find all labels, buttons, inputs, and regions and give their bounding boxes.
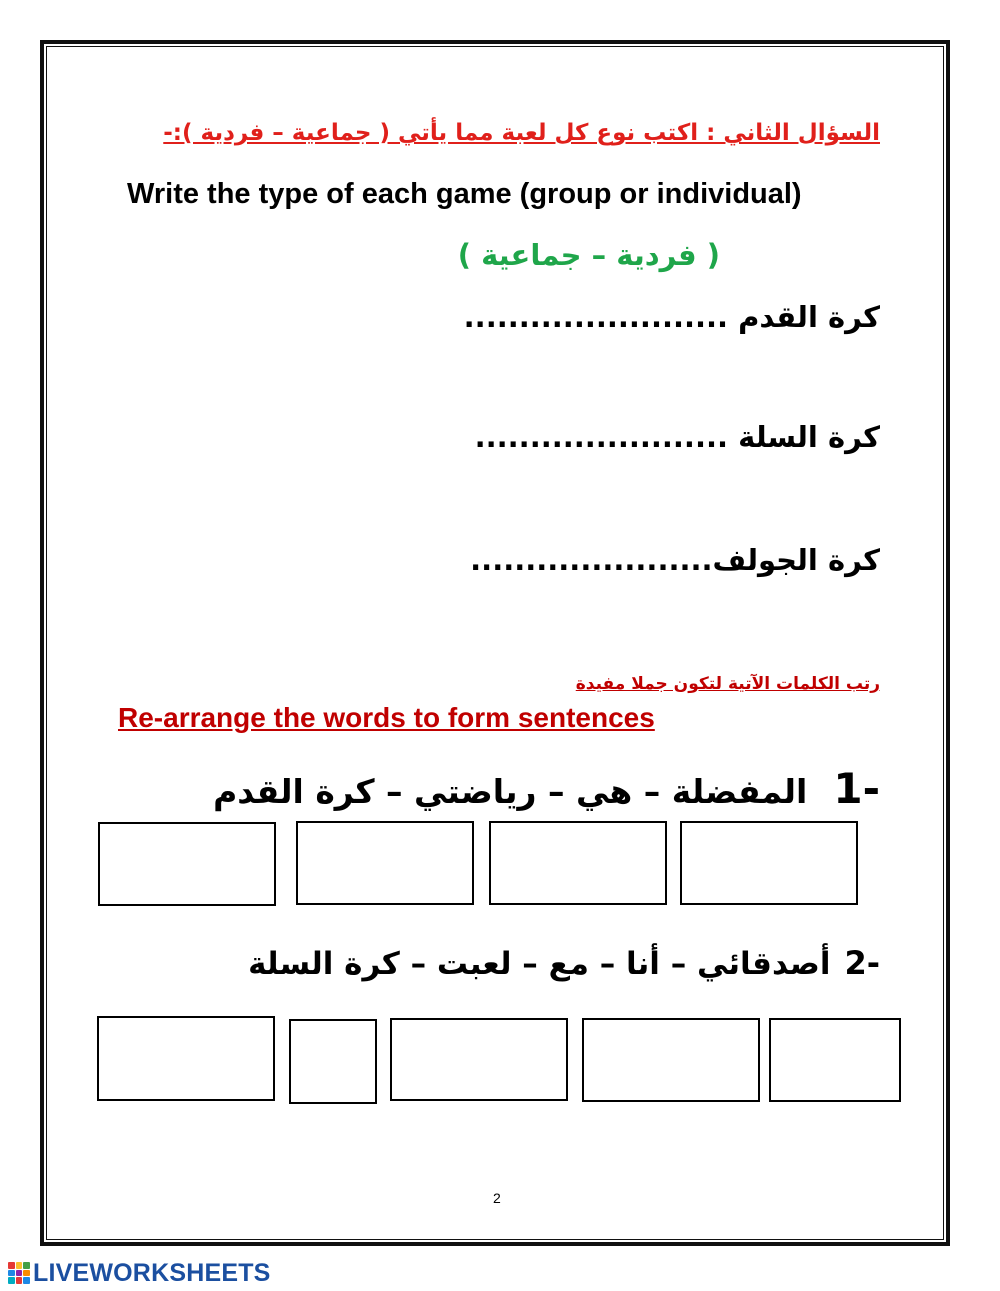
answer-box[interactable] bbox=[582, 1018, 760, 1102]
question2-title-ar: السؤال الثاني : اكتب نوع كل لعبة مما يأتي ( جماعية – فردية ):- bbox=[163, 120, 880, 146]
game-label: كرة القدم bbox=[738, 300, 880, 334]
answer-box[interactable] bbox=[97, 1016, 275, 1101]
answer-blank[interactable]: ........................ bbox=[463, 300, 729, 334]
answer-box[interactable] bbox=[296, 821, 474, 905]
game-label: كرة الجولف bbox=[712, 543, 880, 577]
sentence-words: أصدقائي – أنا – مع – لعبت – كرة السلة bbox=[248, 946, 831, 982]
sentence-number: -2 bbox=[844, 944, 880, 982]
answer-blank[interactable]: ...................... bbox=[470, 543, 713, 577]
game-item-football bbox=[464, 300, 880, 334]
answer-box[interactable] bbox=[489, 821, 667, 905]
answer-blank[interactable]: ....................... bbox=[474, 420, 728, 454]
game-label: كرة السلة bbox=[738, 420, 880, 454]
game-item-golf bbox=[470, 543, 880, 577]
sentence-number: -1 bbox=[833, 764, 880, 813]
question3-title-ar: رتب الكلمات الآتية لتكون جملا مفيدة bbox=[575, 674, 880, 694]
page-number: 2 bbox=[493, 1190, 501, 1206]
question2-title-en: Write the type of each game (group or individual) bbox=[127, 178, 802, 210]
game-item-basketball bbox=[475, 420, 880, 454]
logo-grid-icon bbox=[8, 1262, 30, 1284]
liveworksheets-logo[interactable] bbox=[8, 1259, 271, 1287]
question3-title-en: Re-arrange the words to form sentences bbox=[118, 702, 655, 733]
question2-options: ( فردية – جماعية ) bbox=[457, 238, 720, 272]
brand-name: LIVEWORKSHEETS bbox=[33, 1258, 271, 1287]
answer-box[interactable] bbox=[98, 822, 276, 906]
answer-box[interactable] bbox=[680, 821, 858, 905]
sentence-words: المفضلة – هي – رياضتي – كرة القدم bbox=[213, 772, 808, 811]
answer-box[interactable] bbox=[769, 1018, 901, 1102]
sentence-2 bbox=[248, 944, 880, 982]
sentence-1 bbox=[213, 764, 880, 813]
answer-box[interactable] bbox=[289, 1019, 377, 1104]
answer-box[interactable] bbox=[390, 1018, 568, 1101]
